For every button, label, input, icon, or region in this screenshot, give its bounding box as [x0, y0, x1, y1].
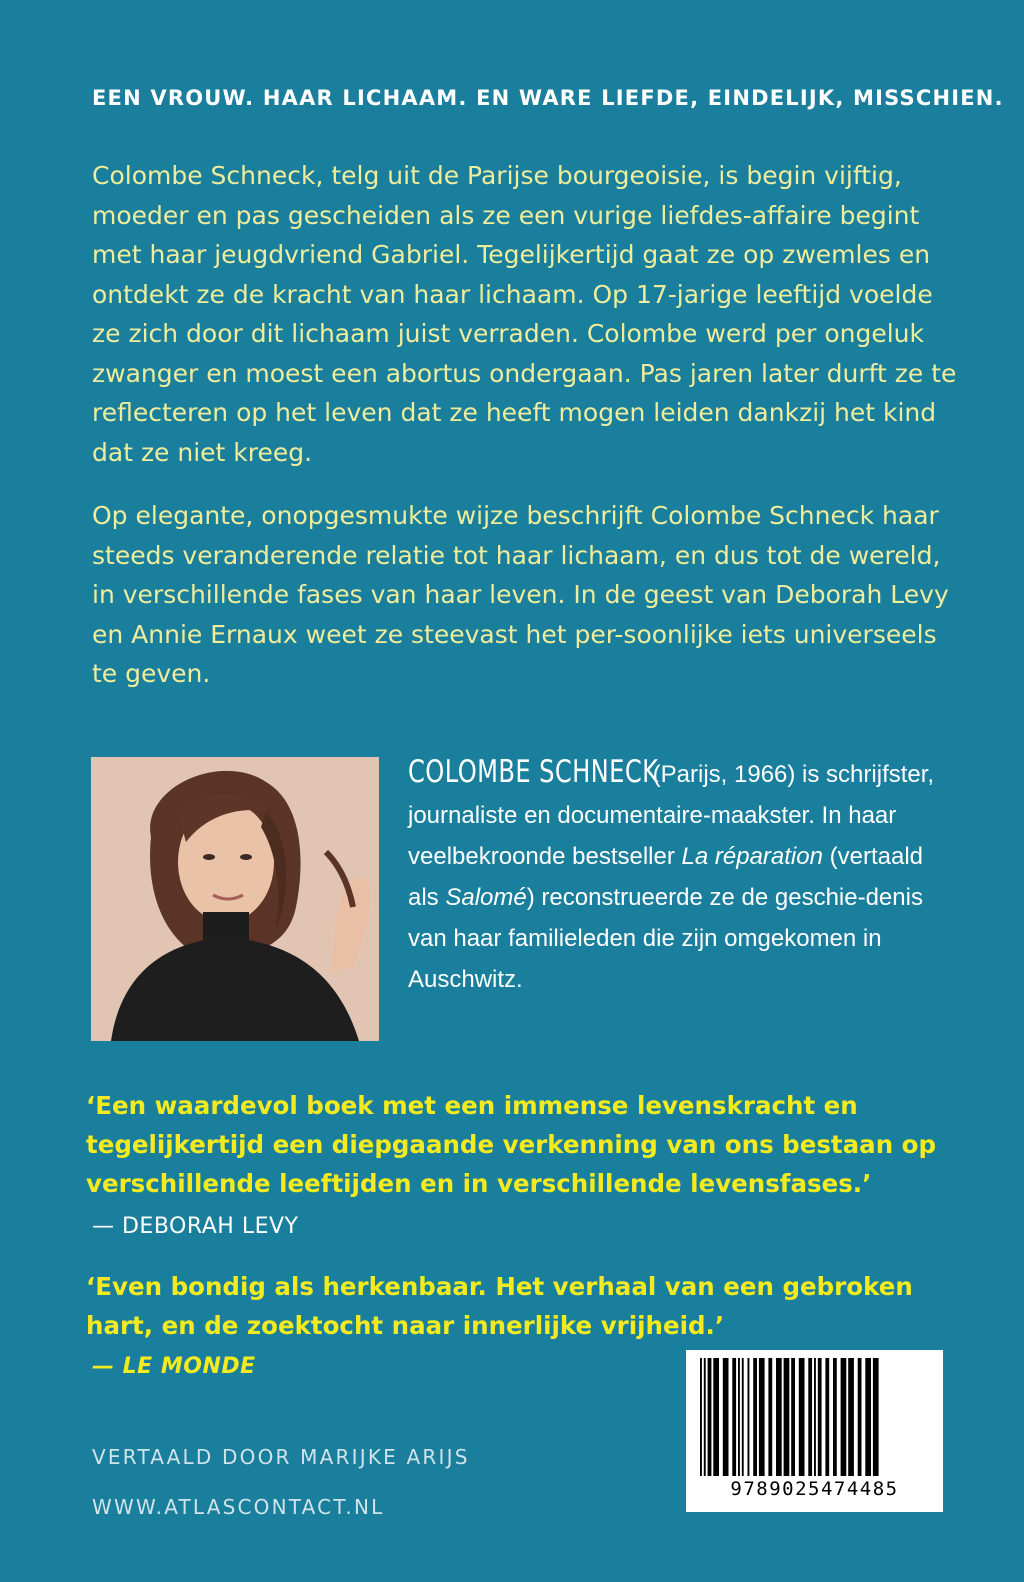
- barcode-bar: [825, 1358, 829, 1476]
- barcode-bar: [841, 1358, 847, 1476]
- barcode-bar: [808, 1358, 812, 1476]
- barcode-bar: [704, 1358, 706, 1476]
- barcode-bar: [708, 1358, 712, 1476]
- barcode-bar: [723, 1358, 729, 1476]
- barcode-bar: [700, 1358, 702, 1476]
- barcode-bar: [814, 1358, 816, 1476]
- barcode-bar: [858, 1358, 862, 1476]
- author-bio: [408, 752, 948, 1000]
- review-quote-1: ‘Een waardevol boek met een immense levenskracht en tegelijkertijd een diepgaande verkenning van ons bestaan op verschillende leeftijden en in verschillende levensfases.’: [86, 1091, 937, 1198]
- barcode-bar: [818, 1358, 822, 1476]
- review-attribution-2: — LE MONDE: [92, 1354, 256, 1379]
- barcode-bar: [784, 1358, 790, 1476]
- isbn-number: 9789025474485: [730, 1478, 899, 1500]
- translator-credit: VERTAALD DOOR MARIJKE ARIJS: [92, 1445, 470, 1469]
- barcode-bar: [732, 1358, 736, 1476]
- barcode-bar: [873, 1358, 879, 1476]
- barcode-bar: [848, 1358, 854, 1476]
- barcode-bars: [698, 1358, 931, 1476]
- author-portrait-illustration: [91, 757, 379, 1041]
- barcode-bar: [865, 1358, 871, 1476]
- review-attribution-1: — DEBORAH LEVY: [92, 1214, 299, 1239]
- barcode-bar: [791, 1358, 795, 1476]
- barcode-bar: [742, 1358, 744, 1476]
- barcode-bar: [799, 1358, 805, 1476]
- author-name: COLOMBE SCHNECK: [408, 754, 659, 790]
- tagline: EEN VROUW. HAAR LICHAAM. EN WARE LIEFDE, EINDELIJK, MISSCHIEN.: [92, 86, 1004, 110]
- author-bio-part-1: (Parijs, 1966) is schrijfster, journaliste en documentaire-maakster. In haar veelbekroonde bestseller: [408, 761, 935, 870]
- barcode-bar: [759, 1358, 765, 1476]
- book-title-translated: Salomé: [445, 884, 527, 911]
- barcode: [686, 1350, 943, 1512]
- barcode-bar: [776, 1358, 782, 1476]
- barcode-bar: [753, 1358, 757, 1476]
- barcode-bar: [713, 1358, 719, 1476]
- review-quote-2: ‘Even bondig als herkenbaar. Het verhaal van een gebroken hart, en de zoektocht naar innerlijke vrijheid.’: [86, 1272, 913, 1340]
- publisher-website: WWW.ATLASCONTACT.NL: [92, 1495, 385, 1519]
- author-bio-part-2: (vertaald als: [408, 843, 923, 911]
- author-bio-part-3: ) reconstrueerde ze de geschie-denis van haar familieleden die zijn omgekomen in Auschwitz.: [408, 884, 923, 993]
- blurb-paragraph-1: Colombe Schneck, telg uit de Parijse bourgeoisie, is begin vijftig, moeder en pas gescheiden als ze een vurige liefdes-affaire begint met haar jeugdvriend Gabriel. Tegelijkertijd gaat ze op zwemles en ontdekt ze de kracht van haar lichaam. Op 17-jarige leeftijd voelde ze zich door dit lichaam juist verraden. Colombe werd per ongeluk zwanger en moest een abortus ondergaan. Pas jaren later durft ze te reflecteren op het leven dat ze heeft mogen leiden dankzij het kind dat ze niet kreeg.: [92, 161, 957, 467]
- book-title-original: La réparation: [681, 843, 823, 870]
- barcode-bar: [738, 1358, 740, 1476]
- blurb-paragraph-2: Op elegante, onopgesmukte wijze beschrijft Colombe Schneck haar steeds veranderende relatie tot haar lichaam, en dus tot de wereld, in verschillende fases van haar leven. In de geest van Deborah Levy en Annie Ernaux weet ze steevast het per-soonlijke iets universeels te geven.: [92, 501, 949, 688]
- author-photo: [91, 757, 379, 1041]
- barcode-bar: [833, 1358, 837, 1476]
- barcode-bar: [768, 1358, 772, 1476]
- barcode-bar: [748, 1358, 750, 1476]
